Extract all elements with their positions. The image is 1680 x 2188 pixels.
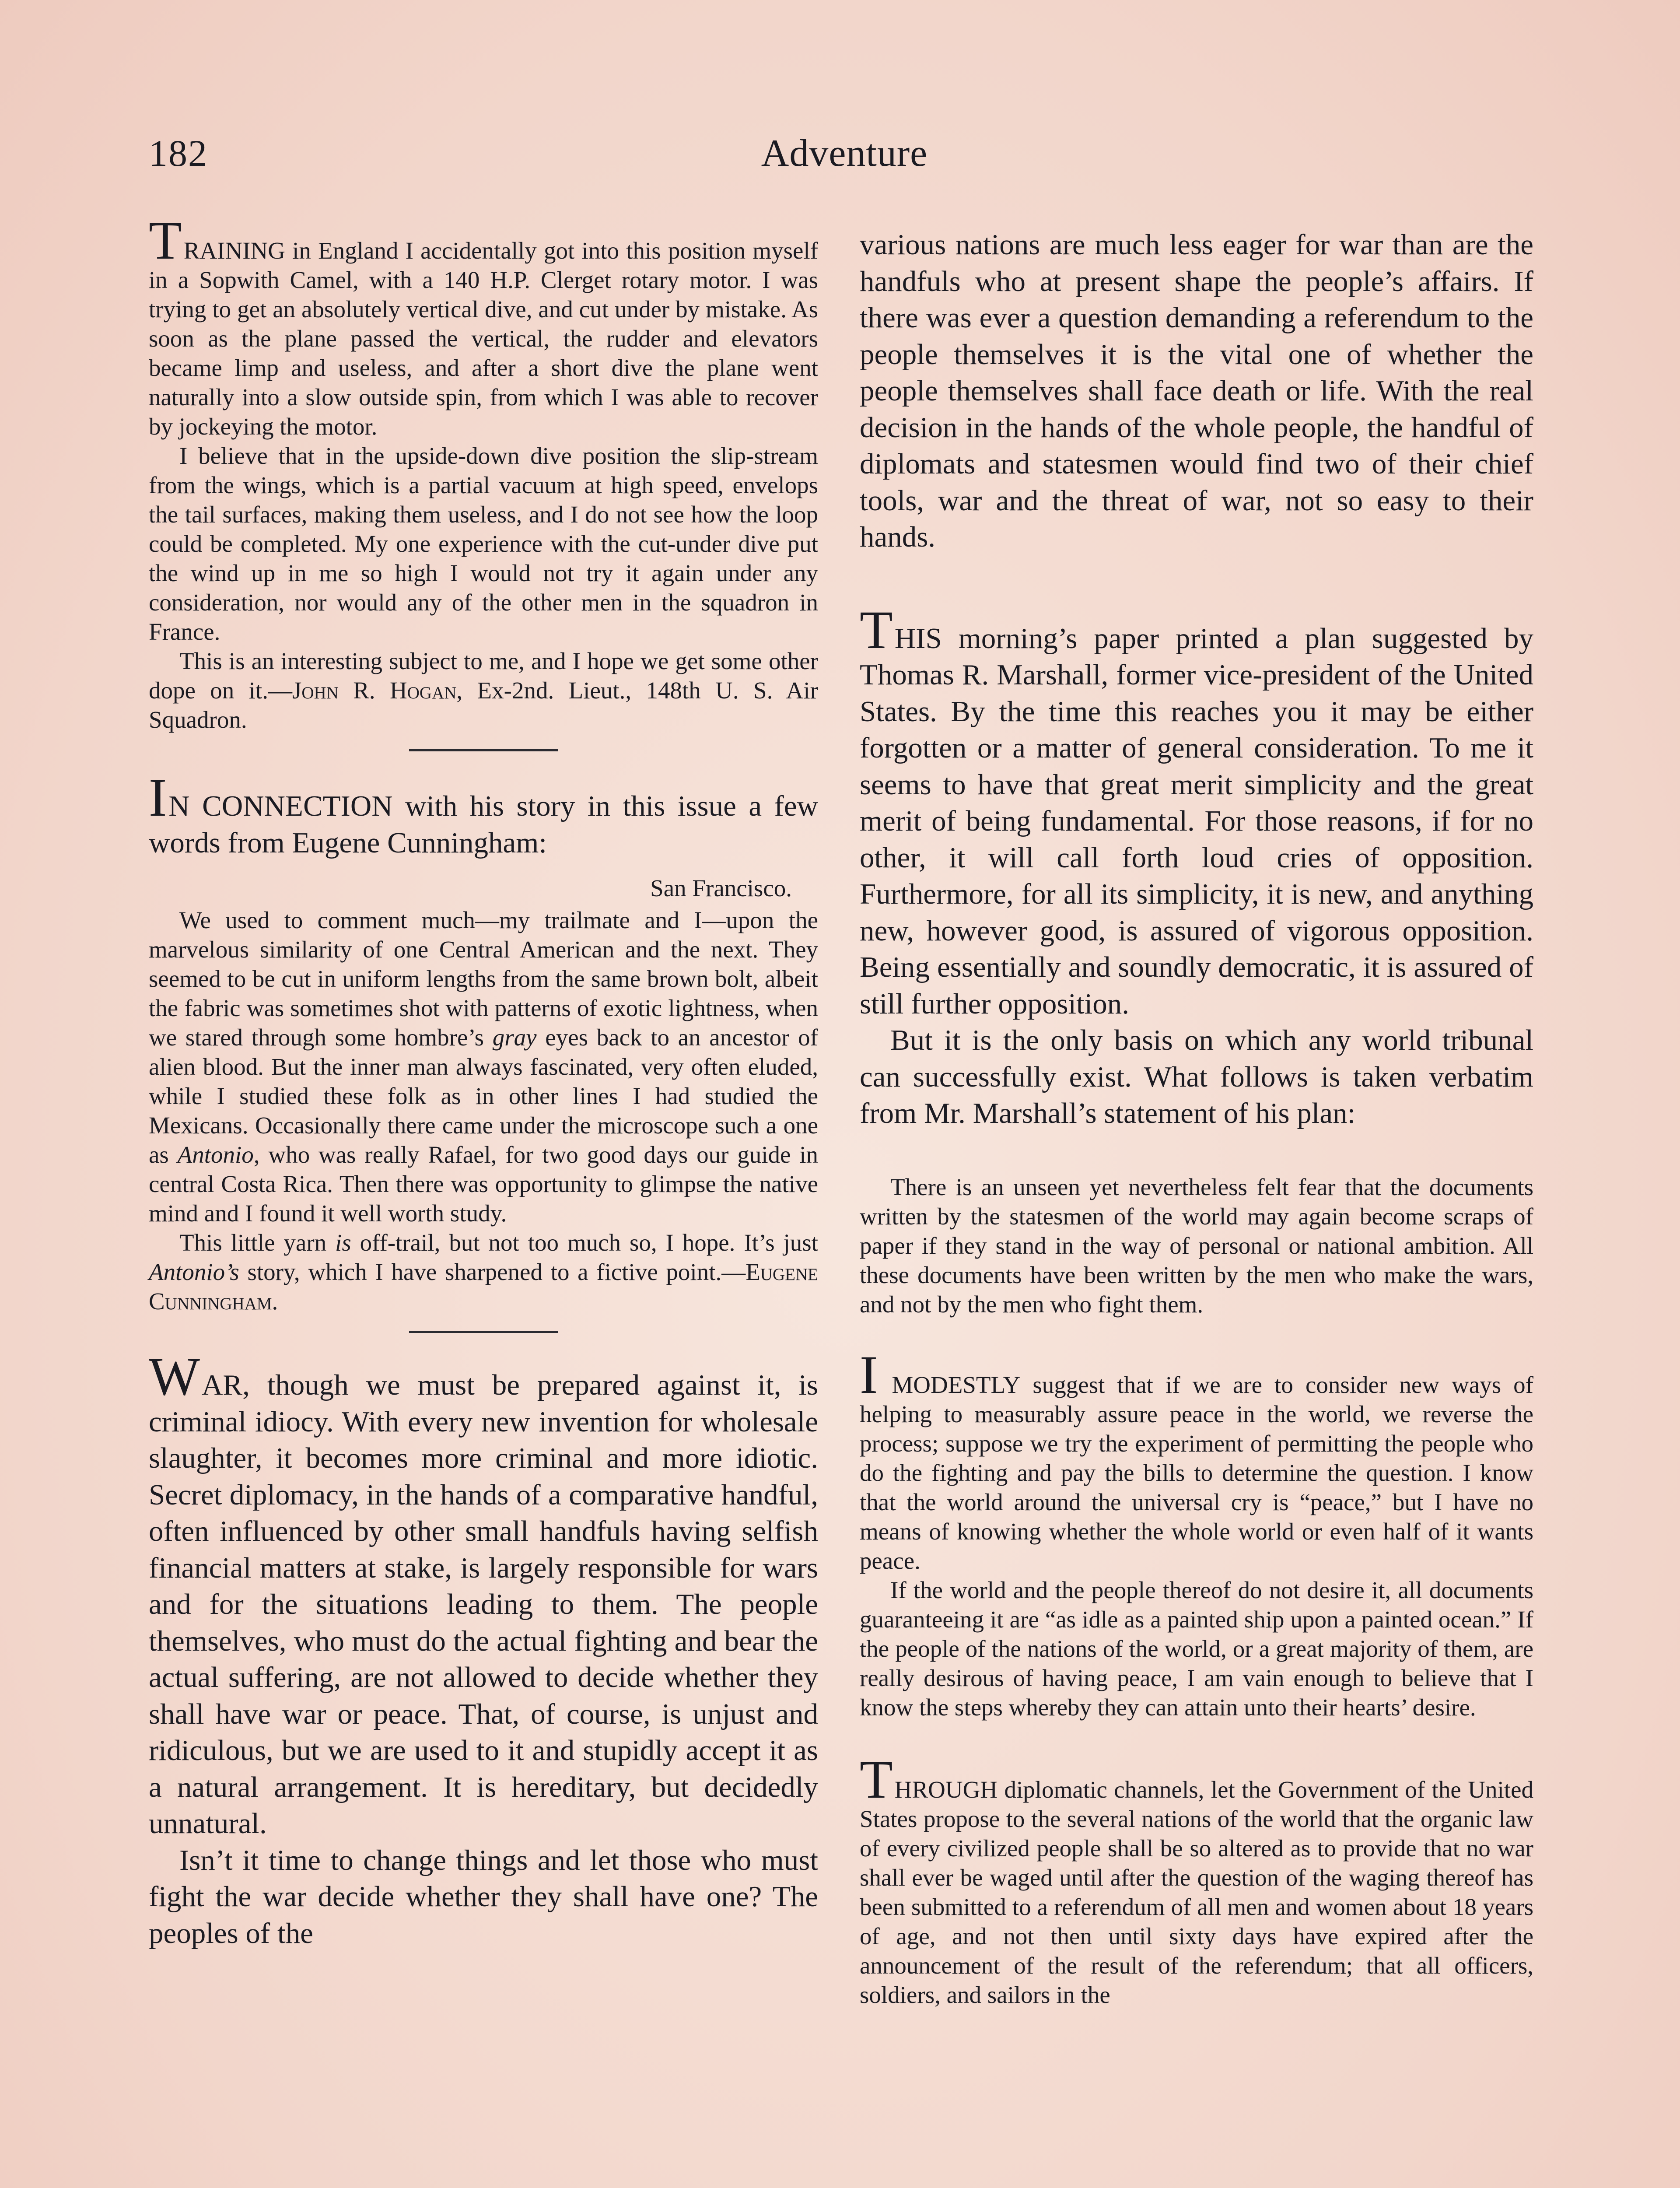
spacer [860,1132,1533,1172]
paragraph-text: off-trail, but not too much so, I hope. It’s just [351,1229,818,1256]
page-header [149,131,1540,184]
quote-paragraph-2 [860,1344,1533,1575]
hogan-paragraph-1 [149,210,818,441]
marshall-paragraph-2: But it is the only basis on which any world tribunal can successfully exist. What follows is taken verbatim from Mr. Marshall’s statement of his plan: [860,1024,1533,1129]
paragraph-text: story, which I have sharpened to a fictive point.— [239,1259,746,1285]
left-column [149,210,818,1952]
italic-word: is [335,1229,351,1256]
paragraph-text: , who was really Rafael, for two good days our guide in central Costa Rica. Then there was opportunity to glimpse the native mind and I found it well worth study. [149,1141,818,1227]
italic-name: Antonio [177,1141,254,1168]
war-editorial [149,1346,818,1952]
cunningham-paragraph-2 [149,1228,818,1316]
paragraph-text: in England I accidentally got into this position myself in a Sopwith Camel, with a 140 H.P. Clerget rotary motor. I was trying to get an absolutely vertical dive, and cut under by mistake. As soon as the plane passed the vertical, the rudder and elevators became limp and useless, and after a short dive the plane went naturally into a slow outside spin, from which I was able to recover by jockeying the motor. [149,237,818,440]
dropcap: I [149,768,167,828]
paragraph-text: This little yarn [179,1229,336,1256]
dropcap: T [860,600,893,660]
dropcap: T [149,210,182,270]
italic-name: Antonio’s [149,1259,239,1285]
paragraph-text: diplomatic channels, let the Government of the United States propose to the several nations of the world that the organic law of every civilized people shall be so altered as to provide that no war shall ever be waged until after the question of the waging thereof has been submitted to a referendum of all men and women about 18 years of age, and not then until sixty days have expired after the announcement of the result of the referendum; that all officers, soldiers, and sailors in the [860,1776,1533,2008]
quote-paragraph-4 [860,1749,1533,2009]
spacer [860,1722,1533,1758]
signature-tail: , Ex-2nd. Lieut., 148th U. S. Air Squadron. [149,677,818,733]
running-title: Adventure [761,132,928,175]
paragraph-text: eyes back to an ancestor of alien blood. But the inner man always fascinated, very often eluded, while I studied these folk as in other lines I had studied the Mexicans. Occasionally there came under the microscope such a one as [149,1024,818,1168]
lead-in: MODESTLY [879,1371,1021,1398]
connection-intro [149,768,818,861]
section-divider [409,1331,558,1333]
signature: Eugene Cunningham [149,1259,818,1315]
dropcap: T [860,1749,893,1809]
lead-in: HROUGH [894,1776,998,1803]
punctuation: . [272,1288,278,1315]
cunningham-note [149,768,818,1316]
page-number: 182 [149,132,208,174]
marshall-quotation [860,1172,1533,2009]
war-paragraph-2: Isn’t it time to change things and let those who must fight the war decide whether they shall have one? The peoples of the [149,1844,818,1950]
dateline: San Francisco. [650,875,792,901]
quote-paragraph-1: There is an unseen yet nevertheless felt fear that the documents written by the statesmen of the world may again become scraps of paper if they stand in the way of personal or national ambition. All these documents have been written by the men who make the wars, and not by the men who fight them. [860,1173,1533,1318]
lead-in: N CONNECTION [168,790,393,822]
paragraph-text: We used to comment much—my trailmate and I—upon the marvelous similarity of one Central American and the next. They seemed to be cut in uniform lengths from the same brown bolt, albeit the fabric was sometimes shot with patterns of exotic lightness, when we stared through some hombre’s [149,907,818,1051]
lead-in: RAINING [183,237,285,264]
quote-paragraph-3: If the world and the people thereof do not desire it, all documents guaranteeing it are “as idle as a painted ship upon a painted ocean.” If the people of the nations of the world, or a great majority of them, are really desirous of having peace, I am vain enough to believe that I know the steps whereby they can attain unto their hearts’ desire. [860,1576,1533,1721]
signature: John R. Hogan [292,677,457,704]
marshall-paragraph-1 [860,600,1533,1023]
dropcap: W [149,1346,200,1406]
right-column [860,219,1533,2009]
paragraph-text: suggest that if we are to consider new ways of helping to measurably assure peace in the world, we reverse the process; suppose we try the experiment of permitting the people who do the fighting and pay the bills to determine the question. I know that the world around the universal cry is “peace,” but I have no means of knowing whether the whole world or even half of it wants peace. [860,1371,1533,1574]
italic-word: gray [492,1024,537,1051]
paragraph-text: AR, though we must be prepared against it, is criminal idiocy. With every new invention for wholesale slaughter, it becomes more criminal and more idiotic. Secret diplomacy, in the hands of a comparative handful, often influenced by other small handfuls having selfish financial matters at stake, is largely responsible for wars and for the situations leading to them. The people themselves, who must do the actual fighting and bear the actual suffering, are not allowed to decide whether they shall have war or peace. That, of course, is unjust and ridiculous, but we are used to it and stupidly accept it as a natural arrangement. It is hereditary, but decidedly unnatural. [149,1369,818,1840]
paragraph-text: HIS morning’s paper printed a plan suggested by Thomas R. Marshall, former vice-president of the United States. By the time this reaches you it may be either forgotten or a matter of general consideration. To me it seems to have that great merit simplicity and the great merit of being fundamental. For those reasons, if for no other, it will call forth loud cries of opposition. Furthermore, for all its simplicity, it is new, and anything new, however good, is assured of vigorous opposition. Being essentially and soundly democratic, it is assured of still further opposition. [860,622,1533,1020]
section-divider [409,749,558,751]
hogan-letter [149,210,818,734]
spacer [860,1319,1533,1353]
spacer [860,556,1533,608]
hogan-paragraph-3 [149,646,818,734]
paragraph-text: with his story in this issue a few words from Eugene Cunningham: [149,790,818,859]
marshall-plan-section [860,600,1533,1132]
cunningham-paragraph-1 [149,905,818,1228]
dropcap: I [860,1344,878,1405]
war-paragraph-1 [149,1346,818,1842]
paragraph-text: This is an interesting subject to me, and I hope we get some other dope on it.— [149,648,818,704]
continuation-paragraph: various nations are much less eager for war than are the handfuls who at present shape the people’s affairs. If there was ever a question demanding a referendum to the people themselves it is the vital one of whether the people themselves shall face death or life. With the real decision in the hands of the whole people, the handful of diplomats and statesmen would find two of their chief tools, war and the threat of war, not so easy to their hands. [860,228,1533,553]
hogan-paragraph-2: I believe that in the upside-down dive position the slip-stream from the wings, which is a partial vacuum at high speed, envelops the tail surfaces, making them useless, and I do not see how the loop could be completed. My one experience with the cut-under dive put the wind up in me so high I would not try it again under any consideration, nor would any of the other men in the squadron in France. [149,442,818,645]
